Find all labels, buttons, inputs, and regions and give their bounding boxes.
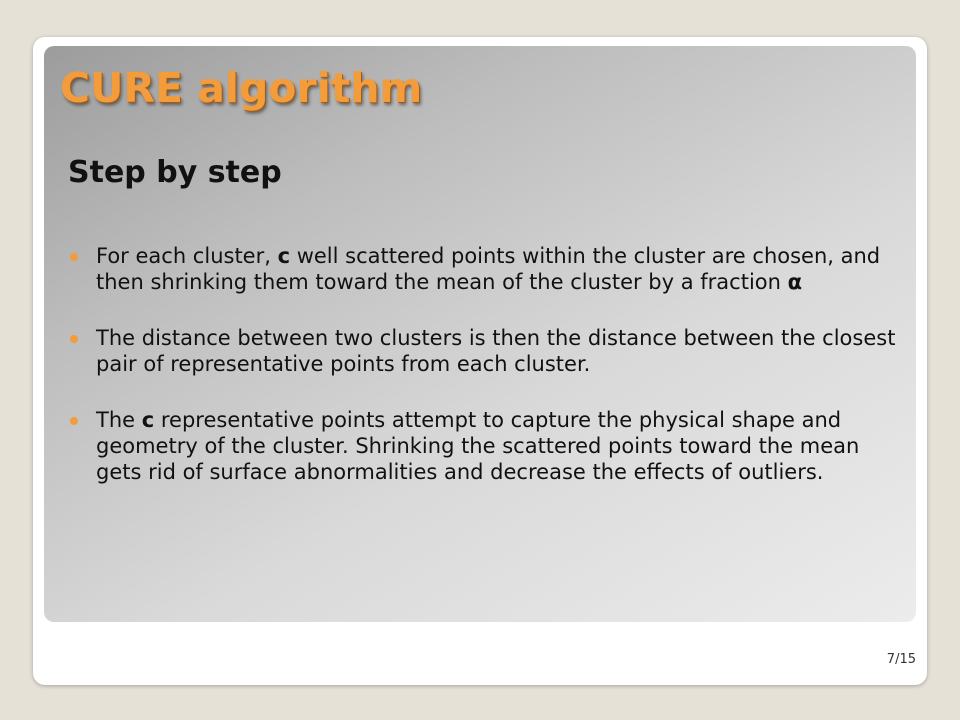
bullet-variable-c: c [141, 408, 155, 432]
bullet-variable-alpha: α [787, 270, 803, 294]
bullet-list [70, 243, 906, 515]
bullet-dot-icon [70, 335, 78, 343]
bullet-text: The [96, 408, 142, 432]
bullet-item [70, 407, 906, 485]
bullet-text: well scattered points within the cluster are chosen, and then shrinking them toward the mean of the cluster by a fraction [96, 244, 881, 294]
bullet-text: representative points attempt to capture the physical shape and geometry of the cluster. Shrinking the scattered points toward the mean gets rid of surface abnormalities and decrease the effects of outliers. [96, 408, 860, 484]
bullet-item [70, 325, 906, 377]
bullet-dot-icon [70, 253, 78, 261]
bullet-item [70, 243, 906, 295]
page-number: 7/15 [886, 652, 916, 667]
bullet-dot-icon [70, 417, 78, 425]
bullet-variable-c: c [277, 244, 291, 268]
bullet-text: The distance between two clusters is then the distance between the closest pair of representative points from each cluster. [96, 326, 896, 376]
slide-subtitle: Step by step [68, 155, 282, 190]
slide-title: CURE algorithm [60, 64, 423, 112]
bullet-text: For each cluster, [96, 244, 278, 268]
